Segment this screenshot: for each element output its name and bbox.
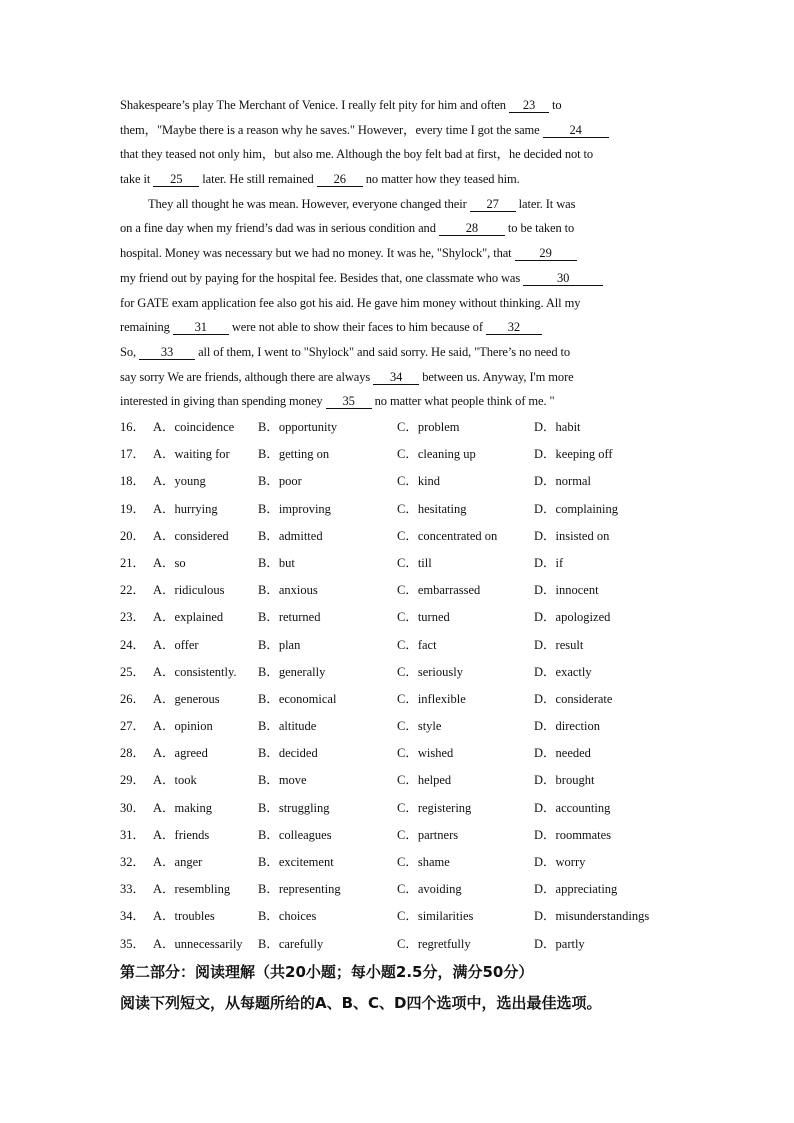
question-number: 33． bbox=[120, 882, 146, 897]
question-number: 19． bbox=[120, 501, 146, 516]
blank-35: 35 bbox=[326, 394, 372, 409]
option-c: C．kind bbox=[397, 474, 441, 489]
blank-23: 23 bbox=[509, 98, 549, 113]
option-a: A．troubles bbox=[153, 909, 215, 924]
option-d: D．direction bbox=[534, 719, 600, 734]
question-number: 34． bbox=[120, 909, 146, 924]
option-c: C．turned bbox=[397, 610, 450, 625]
option-b: B．generally bbox=[258, 664, 326, 679]
question-row bbox=[120, 740, 700, 767]
option-b: B．returned bbox=[258, 610, 321, 625]
question-row bbox=[120, 496, 700, 523]
option-a: A．resembling bbox=[153, 882, 231, 897]
question-number: 25． bbox=[120, 664, 146, 679]
option-b: B．representing bbox=[258, 882, 341, 897]
question-row bbox=[120, 577, 700, 604]
option-a: A．friends bbox=[153, 827, 210, 842]
option-b: B．economical bbox=[258, 691, 337, 706]
option-d: D．partly bbox=[534, 936, 585, 951]
option-d: D．normal bbox=[534, 474, 591, 489]
blank-34: 34 bbox=[373, 370, 419, 385]
option-d: D．needed bbox=[534, 746, 591, 761]
option-d: D．worry bbox=[534, 855, 586, 869]
question-number: 23． bbox=[120, 610, 146, 625]
option-c: C．style bbox=[397, 719, 442, 734]
option-a: A．agreed bbox=[153, 746, 208, 761]
blank-30: 30 bbox=[523, 271, 603, 286]
question-row bbox=[120, 713, 700, 740]
option-c: C．inflexible bbox=[397, 691, 466, 706]
option-a: A．so bbox=[153, 555, 186, 570]
option-c: C．fact bbox=[397, 637, 437, 652]
option-a: A．offer bbox=[153, 637, 199, 652]
question-number: 26． bbox=[120, 691, 146, 706]
option-b: B．carefully bbox=[258, 936, 324, 951]
option-c: C．problem bbox=[397, 420, 460, 434]
passage-line: for GATE exam application fee also got his aid. He gave him money without thinking. All my bbox=[120, 295, 581, 310]
option-d: D．if bbox=[534, 555, 564, 570]
question-number: 29． bbox=[120, 773, 146, 788]
option-c: C．wished bbox=[397, 746, 454, 761]
option-c: C．partners bbox=[397, 827, 459, 842]
option-b: B．plan bbox=[258, 637, 301, 652]
option-c: C．similarities bbox=[397, 909, 474, 924]
option-a: A．unnecessarily bbox=[153, 936, 243, 951]
question-row bbox=[120, 931, 700, 958]
option-a: A．young bbox=[153, 474, 206, 489]
passage-line: Shakespeare’s play The Merchant of Venice. I really felt pity for him and often 23 to bbox=[120, 98, 562, 112]
blank-29: 29 bbox=[515, 246, 577, 261]
option-b: B．but bbox=[258, 555, 295, 570]
question-number: 30． bbox=[120, 800, 146, 815]
option-b: B．admitted bbox=[258, 528, 323, 543]
question-row bbox=[120, 822, 700, 849]
passage-line: So, 33 all of them, I went to "Shylock" and said sorry. He said, "There’s no need to bbox=[120, 344, 571, 359]
option-c: C．hesitating bbox=[397, 501, 467, 516]
option-b: B．improving bbox=[258, 501, 331, 516]
option-c: C．till bbox=[397, 555, 432, 570]
option-c: C．helped bbox=[397, 773, 452, 788]
question-row bbox=[120, 604, 700, 631]
question-number: 16． bbox=[120, 420, 146, 434]
option-c: C．concentrated on bbox=[397, 528, 498, 543]
passage-line: my friend out by paying for the hospital fee. Besides that, one classmate who was 30 bbox=[120, 266, 680, 291]
passage-line: hospital. Money was necessary but we had no money. It was he, "Shylock", that 29 bbox=[120, 241, 680, 266]
option-a: A．considered bbox=[153, 528, 229, 543]
question-number: 21． bbox=[120, 555, 146, 570]
option-b: B．opportunity bbox=[258, 420, 338, 434]
blank-26: 26 bbox=[317, 172, 363, 187]
passage-line: They all thought he was mean. However, everyone changed their 27 later. It was bbox=[148, 196, 576, 211]
option-d: D．exactly bbox=[534, 664, 592, 679]
question-list bbox=[120, 414, 700, 958]
option-c: C．avoiding bbox=[397, 882, 462, 897]
question-row bbox=[120, 550, 700, 577]
option-d: D．innocent bbox=[534, 583, 599, 598]
blank-27: 27 bbox=[470, 197, 516, 212]
blank-32: 32 bbox=[486, 320, 542, 335]
passage-line: remaining 31 were not able to show their faces to him because of 32 bbox=[120, 315, 680, 340]
question-row bbox=[120, 876, 700, 903]
option-a: A．coincidence bbox=[153, 420, 235, 434]
question-row bbox=[120, 903, 700, 930]
option-a: A．generous bbox=[153, 691, 220, 706]
passage-line: that they teased not only him，but also me. Although the boy felt bad at first，he decided not to bbox=[120, 147, 594, 162]
option-d: D．appreciating bbox=[534, 882, 618, 897]
option-c: C．seriously bbox=[397, 664, 463, 679]
option-b: B．anxious bbox=[258, 583, 318, 598]
option-a: A．opinion bbox=[153, 719, 213, 734]
option-b: B．altitude bbox=[258, 719, 317, 734]
question-number: 20． bbox=[120, 528, 146, 543]
question-number: 17． bbox=[120, 447, 146, 462]
option-b: B．getting on bbox=[258, 447, 330, 462]
option-d: D．roommates bbox=[534, 827, 612, 842]
option-b: B．choices bbox=[258, 909, 317, 924]
option-d: D．habit bbox=[534, 420, 581, 434]
option-b: B．decided bbox=[258, 746, 318, 761]
option-c: C．embarrassed bbox=[397, 583, 481, 598]
option-d: D．complaining bbox=[534, 501, 619, 516]
question-number: 28． bbox=[120, 746, 146, 761]
passage-line: interested in giving than spending money 35 no matter what people think of me. " bbox=[120, 394, 555, 409]
question-number: 18． bbox=[120, 474, 146, 489]
option-b: B．excitement bbox=[258, 855, 334, 869]
question-number: 32． bbox=[120, 855, 146, 869]
section-2-title: 第二部分：阅读理解（共20小题；每小题2.5分，满分50分） bbox=[120, 963, 534, 981]
option-a: A．hurrying bbox=[153, 501, 218, 516]
question-row bbox=[120, 686, 700, 713]
option-c: C．registering bbox=[397, 800, 472, 815]
question-row bbox=[120, 523, 700, 550]
passage-line: on a fine day when my friend’s dad was in serious condition and 28 to be taken to bbox=[120, 221, 575, 236]
option-d: D．result bbox=[534, 637, 584, 652]
option-a: A．explained bbox=[153, 610, 224, 625]
option-a: A．anger bbox=[153, 855, 203, 869]
section-2-instruction: 阅读下列短文，从每题所给的A、B、C、D四个选项中，选出最佳选项。 bbox=[120, 994, 602, 1012]
passage-line: them，"Maybe there is a reason why he saves." However，every time I got the same 24 bbox=[120, 118, 680, 143]
option-d: D．apologized bbox=[534, 610, 611, 625]
question-number: 31． bbox=[120, 827, 146, 842]
question-row bbox=[120, 659, 700, 686]
question-number: 22． bbox=[120, 583, 146, 598]
passage-line: take it 25 later. He still remained 26 no matter how they teased him. bbox=[120, 172, 520, 187]
option-b: B．move bbox=[258, 773, 307, 788]
question-row bbox=[120, 767, 700, 794]
blank-24: 24 bbox=[543, 123, 609, 138]
blank-31: 31 bbox=[173, 320, 229, 335]
option-d: D．considerate bbox=[534, 691, 613, 706]
blank-28: 28 bbox=[439, 221, 505, 236]
option-d: D．brought bbox=[534, 773, 595, 788]
cloze-passage bbox=[120, 93, 680, 414]
option-d: D．accounting bbox=[534, 800, 611, 815]
blank-33: 33 bbox=[139, 345, 195, 360]
option-a: A．took bbox=[153, 773, 197, 788]
option-c: C．regretfully bbox=[397, 936, 471, 951]
option-d: D．misunderstandings bbox=[534, 909, 650, 924]
passage-line: say sorry We are friends, although there are always 34 between us. Anyway, I'm more bbox=[120, 369, 574, 384]
option-b: B．colleagues bbox=[258, 827, 332, 842]
question-row bbox=[120, 468, 700, 495]
question-row bbox=[120, 441, 700, 468]
question-row bbox=[120, 795, 700, 822]
option-a: A．consistently. bbox=[153, 664, 237, 679]
option-a: A．ridiculous bbox=[153, 583, 225, 598]
option-b: B．struggling bbox=[258, 800, 330, 815]
question-number: 27． bbox=[120, 719, 146, 734]
option-c: C．cleaning up bbox=[397, 447, 476, 462]
option-b: B．poor bbox=[258, 474, 302, 489]
option-c: C．shame bbox=[397, 855, 450, 869]
question-number: 35． bbox=[120, 936, 146, 951]
blank-25: 25 bbox=[153, 172, 199, 187]
option-d: D．keeping off bbox=[534, 447, 613, 462]
question-number: 24． bbox=[120, 637, 146, 652]
question-row bbox=[120, 414, 700, 441]
question-row bbox=[120, 632, 700, 659]
option-a: A．making bbox=[153, 800, 213, 815]
option-a: A．waiting for bbox=[153, 447, 230, 462]
question-row bbox=[120, 849, 700, 876]
option-d: D．insisted on bbox=[534, 528, 610, 543]
